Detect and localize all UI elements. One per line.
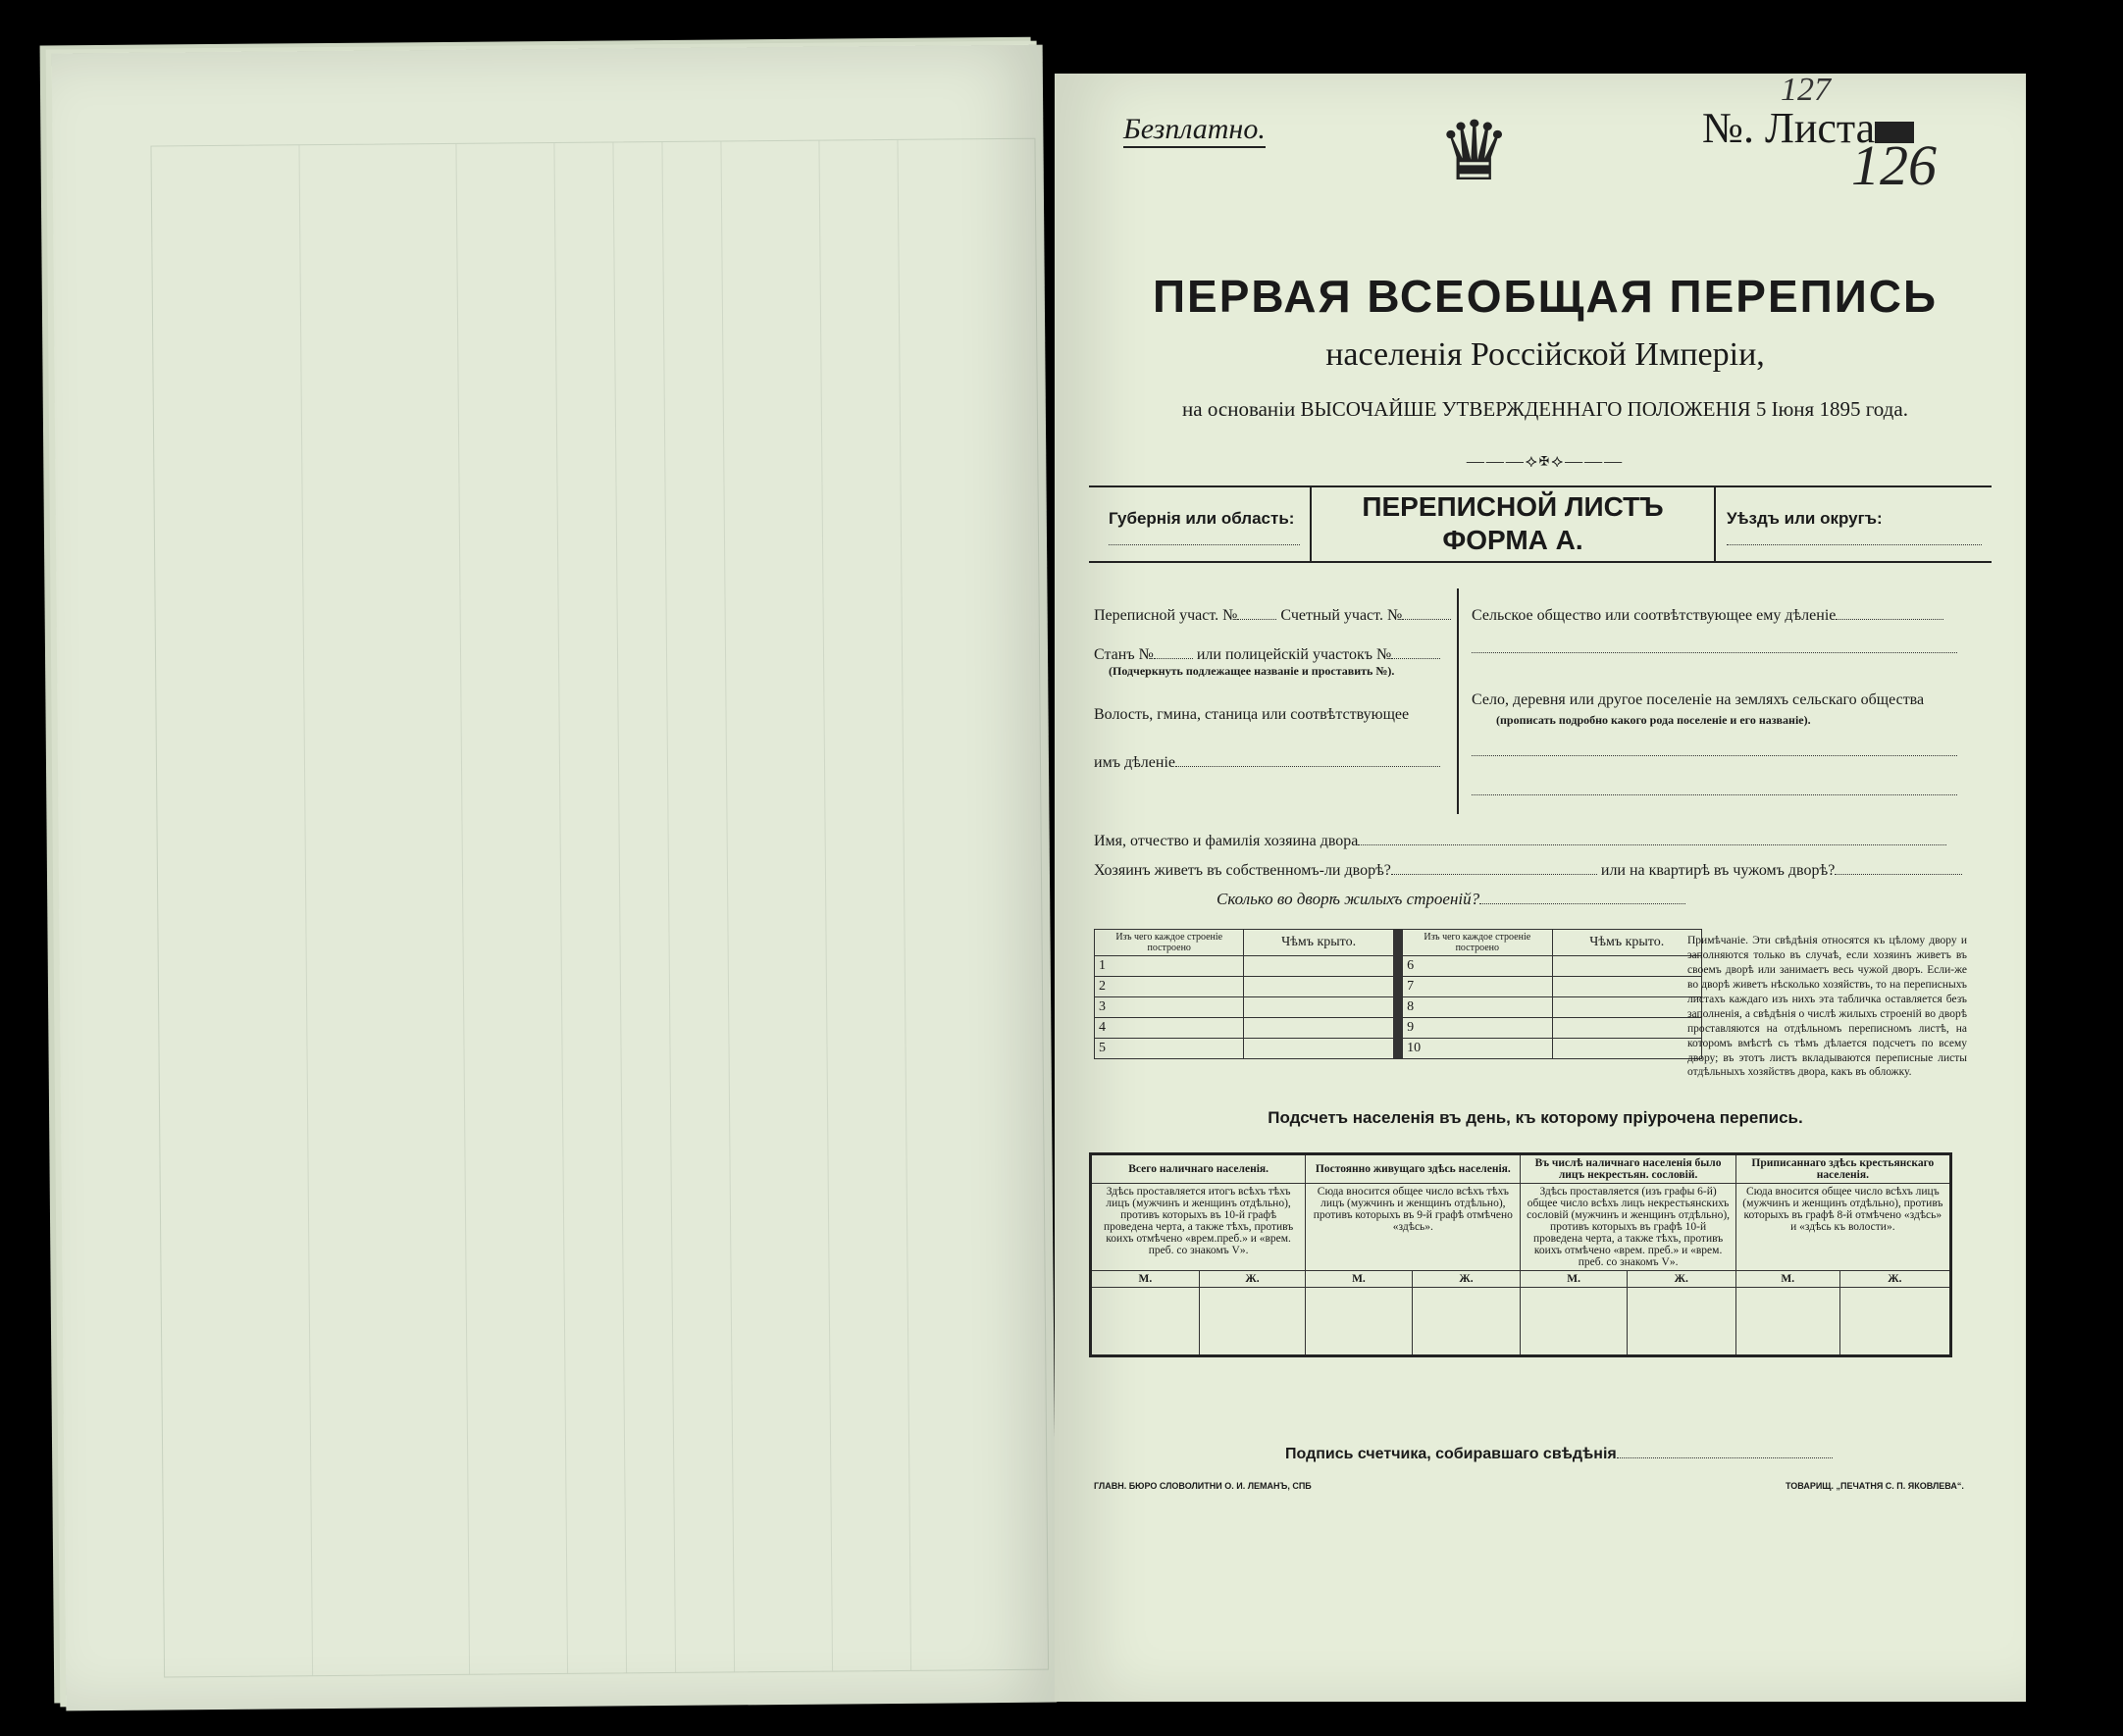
form-title: ПЕРВАЯ ВСЕОБЩАЯ ПЕРЕПИСЬ [1152,271,1939,322]
count-title: Подсчетъ населенія въ день, къ которому пріурочена перепись. [1268,1108,1803,1127]
rural-society-field[interactable]: Сельское общество или соотвѣтствующее ему дѣленіе [1472,603,1943,625]
buildings-table: Изъ чего каждое строеніе построено Чѣмъ крыто. Изъ чего каждое строеніе построено Чѣмъ крыто. 1 6 2 7 3 8 4 9 5 10 [1094,929,1702,1059]
census-district-field[interactable]: Переписной участ. № Счетный участ. № [1094,603,1451,625]
faded-table [150,138,1049,1678]
census-sheet-label: ПЕРЕПИСНОЙ ЛИСТЪ [1362,491,1664,522]
volost-label: Волость, гмина, станица или соотвѣтствующее [1094,706,1410,723]
handwritten-number-top: 127 [1781,72,1831,108]
stan-field[interactable]: Станъ № или полицейскій участокъ № [1094,642,1440,664]
province-label: Губернія или область: [1109,509,1295,528]
village-field[interactable] [1472,755,1957,756]
census-form-page [1055,74,2026,1702]
volost-field[interactable]: имъ дѣленіе [1094,750,1440,772]
note-text: Примѣчаніе. Эти свѣдѣнія относятся къ цѣлому двору и заполняются только въ случаѣ, если хозяинъ живетъ въ своемъ дворѣ или занимаетъ весь чужой дворъ. Если-же во дворѣ живетъ нѣсколько хозяйствъ, то на переписныхъ листахъ каждаго изъ нихъ эта табличка оставляется безъ заполненія, а свѣдѣнія о числѣ жилыхъ строеній во дворѣ проставляются на отдѣльномъ переписномъ листѣ, на которомъ вмѣстѣ съ тѣмъ дѣлается подсчетъ по всему двору; въ этотъ листъ вкладываются переписные листы отдѣльныхъ хозяйствъ двора, какъ въ обложку. [1687,935,1967,1079]
handwritten-number: 126 [1851,133,1937,197]
population-count-table: Всего наличнаго населенія. Постоянно живущаго здѣсь населенія. Въ числѣ наличнаго населенія было лицъ некрестьян. сословій. Приписаннаго здѣсь крестьянскаго населенія. Здѣсь проставляется итогъ всѣхъ тѣхъ лицъ (мужчинъ и женщинъ отдѣльно), противъ которыхъ въ 10-й графѣ проведена черта, а также тѣхъ, противъ коихъ отмѣчено «врем.преб.» и «врем. преб. со знакомъ V». Сюда вносится общее число всѣхъ тѣхъ лицъ (мужчинъ и женщинъ отдѣльно), противъ которыхъ въ 9-й графѣ отмѣчено «здѣсь». Здѣсь проставляется (изъ графы 6-й) общее число всѣхъ лицъ некрестьянскихъ сословій (мужчинъ и женщинъ отдѣльно), противъ которыхъ въ графѣ 10-й проведена черта, а также тѣхъ, противъ коихъ отмѣчено «врем. преб.» и «врем. преб. со знакомъ V». Сюда вносится общее число всѣхъ лицъ (мужчинъ и женщинъ отдѣльно), противъ которыхъ въ графѣ 8-й отмѣчено «здѣсь» и «здѣсь къ волости». М. Ж. М. Ж. М. Ж. М. Ж. [1089,1152,1952,1357]
sheet-number-label: №. Листа [1702,104,1876,152]
buildings-count-field[interactable]: Сколько во дворѣ жилыхъ строеній? [1217,888,1685,909]
footer-typefoundry: ГЛАВН. БЮРО СЛОВОЛИТНИ О. И. ЛЕМАНЪ, СПБ [1094,1481,1312,1491]
signature-field[interactable]: Подпись счетчика, собиравшаго свѣдѣнія [1285,1442,1833,1463]
form-a-label: ФОРМА А. [1442,525,1583,555]
owner-residence-field[interactable]: Хозяинъ живетъ въ собственномъ-ли дворѣ? или на квартирѣ въ чужомъ дворѣ? [1094,858,1962,880]
left-page [52,45,1058,1711]
form-header-box [1089,485,1992,563]
village-instruction: (прописать подробно какого рода поселеніе и его названіе). [1496,713,1811,727]
footer-printer: ТОВАРИЩ. „ПЕЧАТНЯ С. П. ЯКОВЛЕВА“. [1786,1481,1964,1491]
free-label: Безплатно. [1123,113,1266,148]
ornament-divider: ———⟡✠⟡——— [1466,451,1625,471]
form-subtitle: населенія Россійской Имперіи, [1325,336,1765,373]
village-label: Село, деревня или другое поселеніе на земляхъ сельскаго общества [1472,691,1925,708]
district-label: Уѣздъ или округъ: [1727,509,1883,528]
underline-instruction: (Подчеркнуть подлежащее названіе и проставить №). [1109,664,1395,678]
form-legal-basis: на основаніи ВЫСОЧАЙШЕ УТВЕРЖДЕННАГО ПОЛОЖЕНІЯ 5 Іюня 1895 года. [1182,397,1908,421]
double-headed-eagle-emblem: ♛ [1437,107,1512,198]
owner-name-field[interactable]: Имя, отчество и фамилія хозяина двора [1094,829,1946,850]
